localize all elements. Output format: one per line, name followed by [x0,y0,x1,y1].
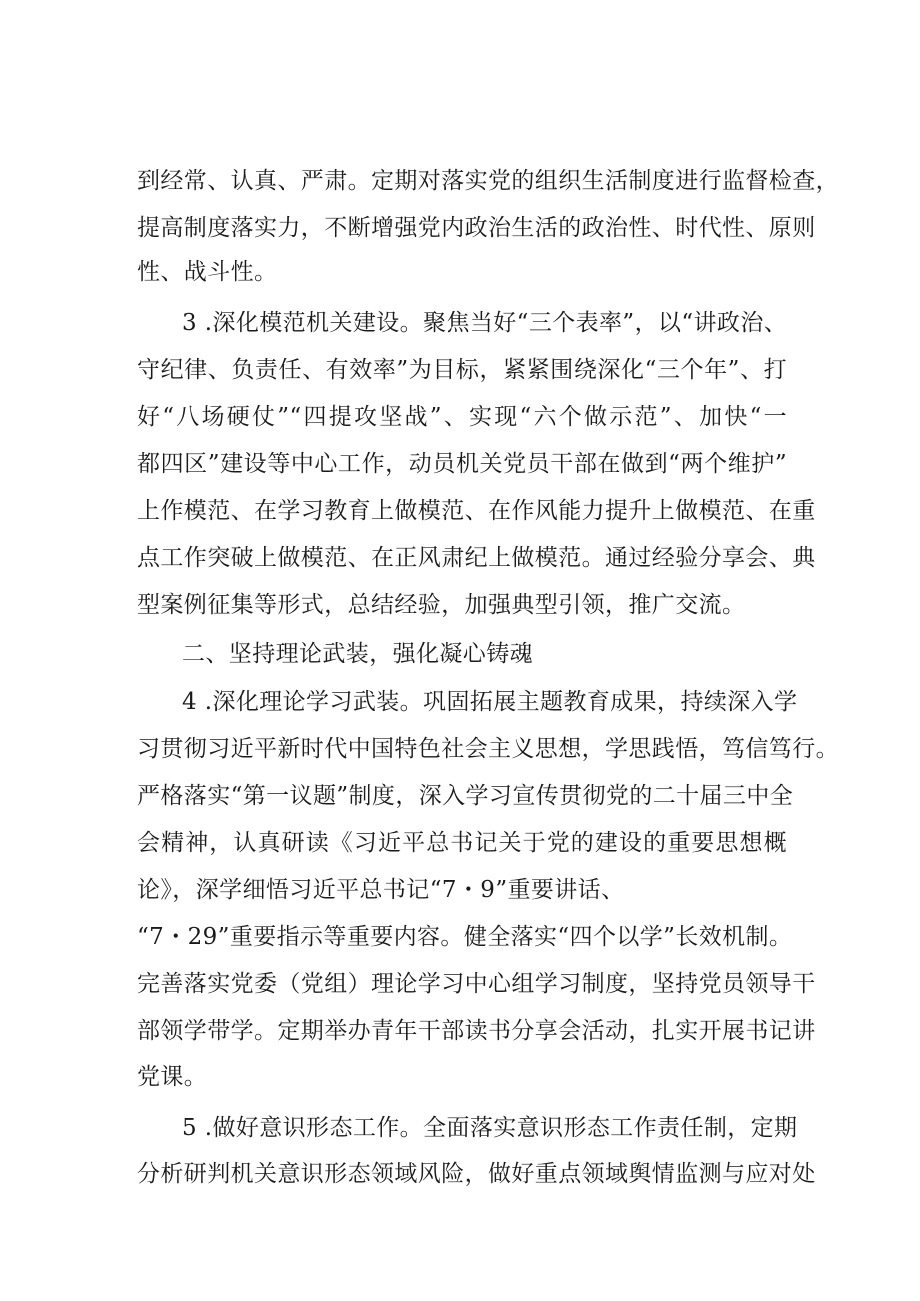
text-line-1: 到经常、认真、严肃。定期对落实党的组织生活制度进行监督检查， [137,168,839,194]
text-line-14: 严格落实“第一议题”制度，深入学习宣传贯彻党的二十届三中全 [137,783,794,809]
item-4-heading-line: 4 .深化理论学习武装。巩固拓展主题教育成果，持续深入学 [182,689,798,715]
text-line-7: 都四区”建设等中心工作，动员机关党员干部在做到“两个维护” [137,451,787,477]
text-line-6: 好“八场硬仗”“四提攻坚战”、实现“六个做示范”、加快“一 [137,404,787,430]
text-line-5: 守纪律、负责任、有效率”为目标，紧紧围绕深化“三个年”、打 [137,357,787,383]
section-heading-2: 二、坚持理论武装，强化凝心铸魂 [182,641,533,667]
text-line-13: 习贯彻习近平新时代中国特色社会主义思想，学思践悟，笃信笃行。 [137,736,839,762]
text-line-10: 型案例征集等形式，总结经验，加强典型引领，推广交流。 [137,592,746,618]
text-line-17: “7・29”重要指示等重要内容。健全落实“四个以学”长效机制。 [137,924,793,950]
text-line-15: 会精神，认真研读《习近平总书记关于党的建设的重要思想概 [137,830,787,856]
text-line-2: 提高制度落实力，不断增强党内政治生活的政治性、时代性、原则 [137,215,816,241]
text-line-19: 部领学带学。定期举办青年干部读书分享会活动，扎实开展书记讲 [137,1018,816,1044]
text-line-18: 完善落实党委（党组）理论学习中心组学习制度，坚持党员领导干 [137,971,816,997]
text-line-8: 上作模范、在学习教育上做模范、在作风能力提升上做模范、在重 [137,498,816,524]
text-line-3: 性、战斗性。 [137,259,278,285]
item-5-heading-line: 5 .做好意识形态工作。全面落实意识形态工作责任制，定期 [182,1115,798,1141]
text-line-9: 点工作突破上做模范、在正风肃纪上做模范。通过经验分享会、典 [137,545,816,571]
text-line-20: 党课。 [137,1064,208,1090]
item-3-heading-line: 3 .深化模范机关建设。聚焦当好“三个表率”，以“讲政治、 [182,310,788,336]
text-line-16: 论》，深学细悟习近平总书记“7・9”重要讲话、 [137,877,625,903]
text-line-22: 分析研判机关意识形态领域风险，做好重点领域舆情监测与应对处 [137,1161,816,1187]
